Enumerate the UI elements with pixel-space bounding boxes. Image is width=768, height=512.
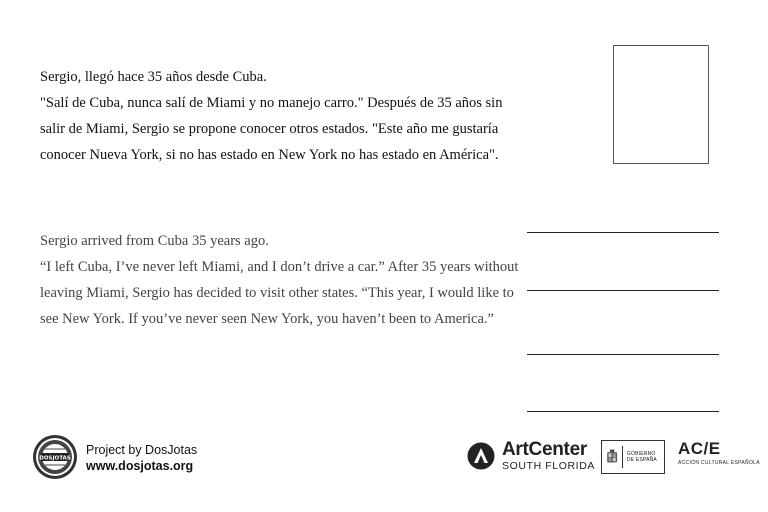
artcenter-subtitle: SOUTH FLORIDA — [502, 460, 595, 472]
coat-of-arms-icon — [606, 444, 618, 470]
address-line — [527, 232, 719, 233]
english-quote-paragraph: “I left Cuba, I’ve never left Miami, and I don’t drive a car.” After 35 years without leaving Miami, Sergio has decided to visit other states. “This year, I would like to see New York. If you’ve never seen New York, you haven’t been to America.” — [40, 259, 519, 327]
artcenter-wordmark — [502, 440, 595, 473]
svg-text:DOSJOTAS: DOSJOTAS — [39, 455, 71, 462]
artcenter-name: ArtCenter — [502, 439, 587, 460]
english-message — [40, 228, 520, 332]
project-label: Project by DosJotas — [86, 443, 198, 457]
spanish-quote-paragraph: "Salí de Cuba, nunca salí de Miami y no manejo carro." Después de 35 años sin salir de Miami, Sergio se propone conocer otros estados. "Este año me gustaría conocer Nueva York, si no has estado en New York no has estado en América". — [40, 95, 503, 163]
spanish-message — [40, 64, 520, 168]
gobierno-label: GOBIERNO DE ESPAÑA — [626, 451, 657, 463]
spanish-first-line: Sergio, llegó hace 35 años desde Cuba. — [40, 69, 267, 85]
ace-logo — [678, 440, 760, 466]
address-line — [527, 354, 719, 355]
gobierno-divider — [622, 446, 623, 468]
stamp-placeholder — [613, 45, 709, 164]
address-line — [527, 411, 719, 412]
ace-name: AC/E — [678, 439, 721, 458]
project-url-link[interactable]: www.dosjotas.org — [86, 459, 194, 473]
gobierno-espana-logo — [601, 440, 665, 474]
dosjotas-seal-logo — [32, 434, 78, 480]
english-first-line: Sergio arrived from Cuba 35 years ago. — [40, 233, 269, 249]
project-credit — [86, 442, 197, 474]
address-line — [527, 290, 719, 291]
ace-subtitle: ACCIÓN CULTURAL ESPAÑOLA — [678, 460, 760, 466]
artcenter-logo-icon — [467, 442, 495, 470]
